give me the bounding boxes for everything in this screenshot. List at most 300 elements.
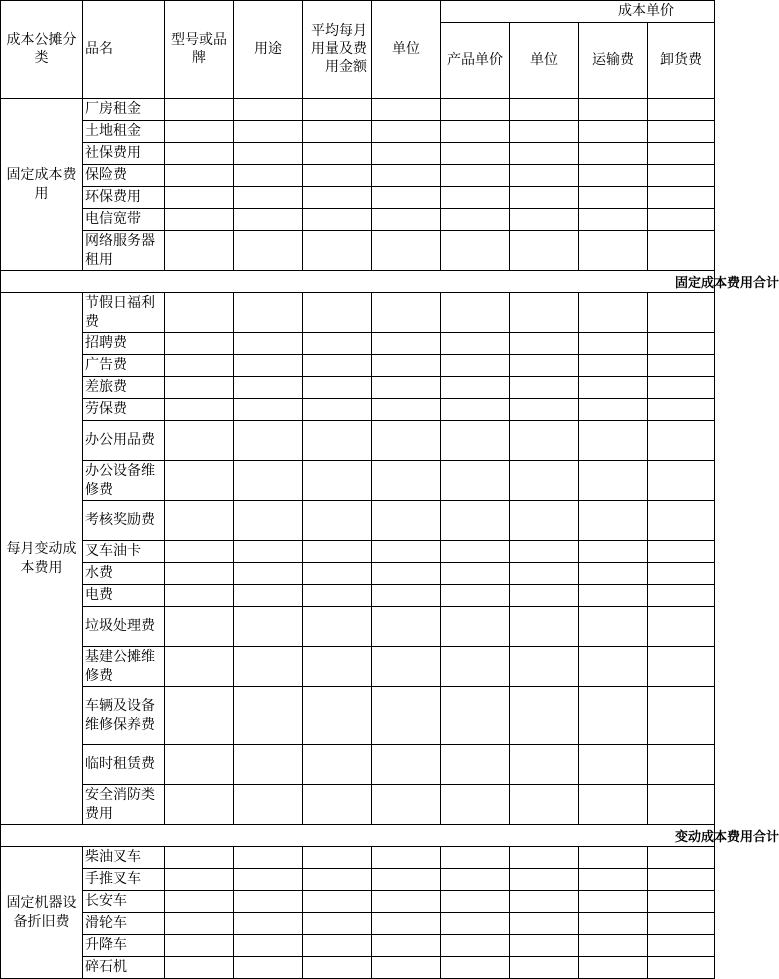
- table-row: [1, 187, 715, 209]
- value-cell[interactable]: [165, 99, 234, 121]
- value-cell[interactable]: [579, 377, 648, 399]
- value-cell[interactable]: [165, 563, 234, 585]
- value-cell[interactable]: [165, 209, 234, 231]
- value-cell[interactable]: [579, 501, 648, 541]
- table-row: [1, 607, 715, 647]
- value-cell[interactable]: [510, 687, 579, 745]
- value-cell[interactable]: [579, 231, 648, 271]
- value-cell[interactable]: [510, 541, 579, 563]
- value-cell[interactable]: [234, 355, 303, 377]
- item-name-cell: 土地租金: [83, 121, 165, 143]
- value-cell[interactable]: [579, 869, 648, 891]
- value-cell[interactable]: [510, 121, 579, 143]
- value-cell[interactable]: [234, 377, 303, 399]
- value-cell[interactable]: [165, 687, 234, 745]
- item-name-cell: 保险费: [83, 165, 165, 187]
- value-cell[interactable]: [234, 333, 303, 355]
- value-cell[interactable]: [648, 99, 715, 121]
- value-cell[interactable]: [579, 99, 648, 121]
- value-cell[interactable]: [579, 935, 648, 957]
- value-cell[interactable]: [372, 647, 441, 687]
- value-cell[interactable]: [234, 935, 303, 957]
- value-cell[interactable]: [165, 333, 234, 355]
- value-cell[interactable]: [579, 847, 648, 869]
- value-cell[interactable]: [165, 891, 234, 913]
- value-cell[interactable]: [648, 913, 715, 935]
- table-row: [1, 209, 715, 231]
- value-cell[interactable]: [579, 607, 648, 647]
- item-name-cell: 叉车油卡: [83, 541, 165, 563]
- value-cell[interactable]: [441, 333, 510, 355]
- value-cell[interactable]: [441, 187, 510, 209]
- value-cell[interactable]: [372, 913, 441, 935]
- value-cell[interactable]: [579, 745, 648, 785]
- value-cell[interactable]: [303, 687, 372, 745]
- value-cell[interactable]: [648, 647, 715, 687]
- value-cell[interactable]: [441, 121, 510, 143]
- value-cell[interactable]: [234, 187, 303, 209]
- value-cell[interactable]: [165, 785, 234, 825]
- value-cell[interactable]: [165, 913, 234, 935]
- value-cell[interactable]: [303, 377, 372, 399]
- value-cell[interactable]: [372, 165, 441, 187]
- value-cell[interactable]: [579, 209, 648, 231]
- value-cell[interactable]: [441, 209, 510, 231]
- table-row: [1, 461, 715, 501]
- value-cell[interactable]: [303, 421, 372, 461]
- value-cell[interactable]: [579, 143, 648, 165]
- value-cell[interactable]: [648, 607, 715, 647]
- value-cell[interactable]: [441, 785, 510, 825]
- value-cell[interactable]: [510, 99, 579, 121]
- value-cell[interactable]: [234, 501, 303, 541]
- value-cell[interactable]: [303, 333, 372, 355]
- value-cell[interactable]: [510, 935, 579, 957]
- value-cell[interactable]: [441, 585, 510, 607]
- value-cell[interactable]: [441, 165, 510, 187]
- table-row: [1, 935, 715, 957]
- value-cell[interactable]: [165, 165, 234, 187]
- table-row: [1, 421, 715, 461]
- value-cell[interactable]: [579, 647, 648, 687]
- table-row: [1, 143, 715, 165]
- value-cell[interactable]: [165, 187, 234, 209]
- table-row: [1, 957, 715, 979]
- value-cell[interactable]: [579, 785, 648, 825]
- value-cell[interactable]: [234, 293, 303, 333]
- value-cell[interactable]: [165, 745, 234, 785]
- value-cell[interactable]: [303, 461, 372, 501]
- table-row: [1, 785, 715, 825]
- item-name-cell: 网络服务器租用: [83, 231, 165, 271]
- table-row: [1, 399, 715, 421]
- value-cell[interactable]: [372, 187, 441, 209]
- value-cell[interactable]: [234, 647, 303, 687]
- value-cell[interactable]: [234, 745, 303, 785]
- table-row: [1, 869, 715, 891]
- value-cell[interactable]: [303, 607, 372, 647]
- table-row: [1, 333, 715, 355]
- value-cell[interactable]: [165, 607, 234, 647]
- item-name-cell: 柴油叉车: [83, 847, 165, 869]
- value-cell[interactable]: [372, 607, 441, 647]
- item-name-cell: 招聘费: [83, 333, 165, 355]
- value-cell[interactable]: [234, 143, 303, 165]
- value-cell[interactable]: [648, 785, 715, 825]
- value-cell[interactable]: [510, 913, 579, 935]
- value-cell[interactable]: [303, 847, 372, 869]
- value-cell[interactable]: [648, 891, 715, 913]
- value-cell[interactable]: [372, 231, 441, 271]
- value-cell[interactable]: [510, 461, 579, 501]
- value-cell[interactable]: [510, 293, 579, 333]
- value-cell[interactable]: [303, 399, 372, 421]
- value-cell[interactable]: [303, 957, 372, 979]
- value-cell[interactable]: [303, 187, 372, 209]
- value-cell[interactable]: [510, 377, 579, 399]
- value-cell[interactable]: [234, 891, 303, 913]
- value-cell[interactable]: [579, 891, 648, 913]
- value-cell[interactable]: [303, 935, 372, 957]
- value-cell[interactable]: [165, 847, 234, 869]
- item-name-cell: 水费: [83, 563, 165, 585]
- table-row: [1, 231, 715, 271]
- value-cell[interactable]: [579, 541, 648, 563]
- value-cell[interactable]: [441, 541, 510, 563]
- value-cell[interactable]: [510, 355, 579, 377]
- value-cell[interactable]: [510, 231, 579, 271]
- value-cell[interactable]: [441, 99, 510, 121]
- item-name-cell: 环保费用: [83, 187, 165, 209]
- value-cell[interactable]: [510, 187, 579, 209]
- table-row: [1, 501, 715, 541]
- item-name-cell: 手推叉车: [83, 869, 165, 891]
- table-row: [1, 355, 715, 377]
- value-cell[interactable]: [579, 913, 648, 935]
- value-cell[interactable]: [372, 333, 441, 355]
- value-cell[interactable]: [441, 891, 510, 913]
- value-cell[interactable]: [372, 355, 441, 377]
- item-name-cell: 差旅费: [83, 377, 165, 399]
- value-cell[interactable]: [441, 501, 510, 541]
- value-cell[interactable]: [165, 647, 234, 687]
- value-cell[interactable]: [510, 607, 579, 647]
- value-cell[interactable]: [372, 935, 441, 957]
- subtotal-cell: [1, 271, 779, 293]
- value-cell[interactable]: [303, 647, 372, 687]
- value-cell[interactable]: [648, 165, 715, 187]
- value-cell[interactable]: [441, 913, 510, 935]
- value-cell[interactable]: [648, 209, 715, 231]
- value-cell[interactable]: [648, 421, 715, 461]
- value-cell[interactable]: [234, 957, 303, 979]
- value-cell[interactable]: [165, 121, 234, 143]
- value-cell[interactable]: [579, 165, 648, 187]
- value-cell[interactable]: [510, 143, 579, 165]
- value-cell[interactable]: [510, 869, 579, 891]
- header-category: 成本公摊分类: [1, 1, 83, 99]
- value-cell[interactable]: [510, 785, 579, 825]
- value-cell[interactable]: [648, 293, 715, 333]
- value-cell[interactable]: [234, 607, 303, 647]
- value-cell[interactable]: [165, 461, 234, 501]
- header-usage: 用途: [234, 1, 303, 99]
- value-cell[interactable]: [441, 563, 510, 585]
- subtotal-label: 变动成本费用合计: [675, 829, 779, 844]
- value-cell[interactable]: [303, 165, 372, 187]
- table-row: [1, 891, 715, 913]
- header-monthly: 平均每月用量及费用金额: [303, 1, 372, 99]
- value-cell[interactable]: [510, 891, 579, 913]
- value-cell[interactable]: [579, 333, 648, 355]
- value-cell[interactable]: [648, 847, 715, 869]
- value-cell[interactable]: [372, 869, 441, 891]
- value-cell[interactable]: [579, 399, 648, 421]
- header-product-price: 产品单价: [441, 23, 510, 99]
- table-row: [1, 847, 715, 869]
- value-cell[interactable]: [510, 421, 579, 461]
- value-cell[interactable]: [234, 847, 303, 869]
- item-name-cell: 滑轮车: [83, 913, 165, 935]
- value-cell[interactable]: [372, 563, 441, 585]
- value-cell[interactable]: [648, 869, 715, 891]
- item-name-cell: 办公设备维修费: [83, 461, 165, 501]
- value-cell[interactable]: [303, 209, 372, 231]
- item-name-cell: 考核奖励费: [83, 501, 165, 541]
- value-cell[interactable]: [303, 585, 372, 607]
- header-cost-group: 成本单价: [441, 1, 715, 23]
- subtotal-label: 固定成本费用合计: [675, 275, 779, 290]
- value-cell[interactable]: [234, 165, 303, 187]
- value-cell[interactable]: [165, 421, 234, 461]
- value-cell[interactable]: [372, 293, 441, 333]
- value-cell[interactable]: [441, 957, 510, 979]
- value-cell[interactable]: [648, 563, 715, 585]
- value-cell[interactable]: [510, 585, 579, 607]
- value-cell[interactable]: [303, 541, 372, 563]
- table-row: [1, 293, 715, 333]
- value-cell[interactable]: [510, 647, 579, 687]
- value-cell[interactable]: [303, 355, 372, 377]
- category-cell: 固定机器设备折旧费: [1, 847, 83, 979]
- value-cell[interactable]: [648, 687, 715, 745]
- value-cell[interactable]: [303, 143, 372, 165]
- value-cell[interactable]: [510, 745, 579, 785]
- value-cell[interactable]: [441, 935, 510, 957]
- value-cell[interactable]: [234, 563, 303, 585]
- value-cell[interactable]: [165, 231, 234, 271]
- value-cell[interactable]: [579, 121, 648, 143]
- value-cell[interactable]: [441, 143, 510, 165]
- value-cell[interactable]: [441, 231, 510, 271]
- value-cell[interactable]: [303, 501, 372, 541]
- value-cell[interactable]: [510, 563, 579, 585]
- value-cell[interactable]: [441, 399, 510, 421]
- value-cell[interactable]: [372, 891, 441, 913]
- value-cell[interactable]: [234, 231, 303, 271]
- value-cell[interactable]: [648, 461, 715, 501]
- value-cell[interactable]: [234, 209, 303, 231]
- header-unloading: 卸货费: [648, 23, 715, 99]
- value-cell[interactable]: [234, 121, 303, 143]
- value-cell[interactable]: [372, 121, 441, 143]
- value-cell[interactable]: [441, 869, 510, 891]
- value-cell[interactable]: [234, 421, 303, 461]
- item-name-cell: 电信宽带: [83, 209, 165, 231]
- item-name-cell: 电费: [83, 585, 165, 607]
- value-cell[interactable]: [372, 785, 441, 825]
- value-cell[interactable]: [165, 869, 234, 891]
- table-row: [1, 585, 715, 607]
- table-row: [1, 121, 715, 143]
- value-cell[interactable]: [372, 399, 441, 421]
- value-cell[interactable]: [510, 209, 579, 231]
- value-cell[interactable]: [510, 399, 579, 421]
- item-name-cell: 临时租赁费: [83, 745, 165, 785]
- value-cell[interactable]: [648, 399, 715, 421]
- value-cell[interactable]: [303, 785, 372, 825]
- table-row: [1, 913, 715, 935]
- header-model: 型号或品牌: [165, 1, 234, 99]
- value-cell[interactable]: [372, 687, 441, 745]
- value-cell[interactable]: [303, 891, 372, 913]
- value-cell[interactable]: [165, 355, 234, 377]
- item-name-cell: 厂房租金: [83, 99, 165, 121]
- value-cell[interactable]: [441, 607, 510, 647]
- value-cell[interactable]: [648, 143, 715, 165]
- item-name-cell: 节假日福利费: [83, 293, 165, 333]
- value-cell[interactable]: [165, 935, 234, 957]
- item-name-cell: 社保费用: [83, 143, 165, 165]
- value-cell[interactable]: [303, 913, 372, 935]
- category-cell: 每月变动成本费用: [1, 293, 83, 825]
- value-cell[interactable]: [648, 187, 715, 209]
- value-cell[interactable]: [441, 377, 510, 399]
- value-cell[interactable]: [372, 421, 441, 461]
- value-cell[interactable]: [303, 99, 372, 121]
- category-cell: 固定成本费用: [1, 99, 83, 271]
- value-cell[interactable]: [372, 209, 441, 231]
- value-cell[interactable]: [372, 99, 441, 121]
- value-cell[interactable]: [648, 355, 715, 377]
- value-cell[interactable]: [372, 957, 441, 979]
- value-cell[interactable]: [303, 231, 372, 271]
- value-cell[interactable]: [441, 647, 510, 687]
- value-cell[interactable]: [234, 687, 303, 745]
- value-cell[interactable]: [165, 541, 234, 563]
- value-cell[interactable]: [441, 355, 510, 377]
- value-cell[interactable]: [510, 333, 579, 355]
- header-sub-unit: 单位: [510, 23, 579, 99]
- header-name: 品名: [83, 1, 165, 99]
- value-cell[interactable]: [165, 399, 234, 421]
- value-cell[interactable]: [372, 501, 441, 541]
- item-name-cell: 劳保费: [83, 399, 165, 421]
- value-cell[interactable]: [648, 333, 715, 355]
- value-cell[interactable]: [234, 585, 303, 607]
- subtotal-row: [1, 271, 715, 293]
- value-cell[interactable]: [234, 99, 303, 121]
- value-cell[interactable]: [234, 913, 303, 935]
- table-row: [1, 745, 715, 785]
- table-body: [1, 99, 779, 979]
- value-cell[interactable]: [579, 461, 648, 501]
- item-name-cell: 碎石机: [83, 957, 165, 979]
- value-cell[interactable]: [303, 869, 372, 891]
- value-cell[interactable]: [234, 541, 303, 563]
- value-cell[interactable]: [648, 745, 715, 785]
- value-cell[interactable]: [579, 293, 648, 333]
- value-cell[interactable]: [579, 421, 648, 461]
- value-cell[interactable]: [648, 585, 715, 607]
- value-cell[interactable]: [303, 121, 372, 143]
- value-cell[interactable]: [510, 165, 579, 187]
- item-name-cell: 办公用品费: [83, 421, 165, 461]
- value-cell[interactable]: [648, 377, 715, 399]
- value-cell[interactable]: [165, 585, 234, 607]
- value-cell[interactable]: [372, 745, 441, 785]
- value-cell[interactable]: [372, 541, 441, 563]
- value-cell[interactable]: [441, 293, 510, 333]
- value-cell[interactable]: [510, 501, 579, 541]
- item-name-cell: 垃圾处理费: [83, 607, 165, 647]
- value-cell[interactable]: [441, 847, 510, 869]
- value-cell[interactable]: [372, 461, 441, 501]
- value-cell[interactable]: [372, 585, 441, 607]
- value-cell[interactable]: [441, 461, 510, 501]
- value-cell[interactable]: [234, 785, 303, 825]
- value-cell[interactable]: [372, 143, 441, 165]
- value-cell[interactable]: [441, 687, 510, 745]
- value-cell[interactable]: [165, 293, 234, 333]
- value-cell[interactable]: [165, 143, 234, 165]
- subtotal-cell: [1, 825, 779, 847]
- value-cell[interactable]: [372, 847, 441, 869]
- value-cell[interactable]: [303, 563, 372, 585]
- value-cell[interactable]: [579, 355, 648, 377]
- value-cell[interactable]: [579, 563, 648, 585]
- value-cell[interactable]: [165, 957, 234, 979]
- value-cell[interactable]: [165, 377, 234, 399]
- header-unit: 单位: [372, 1, 441, 99]
- value-cell[interactable]: [648, 935, 715, 957]
- value-cell[interactable]: [510, 847, 579, 869]
- value-cell[interactable]: [510, 957, 579, 979]
- item-name-cell: 升降车: [83, 935, 165, 957]
- value-cell[interactable]: [579, 585, 648, 607]
- value-cell[interactable]: [648, 501, 715, 541]
- value-cell[interactable]: [441, 421, 510, 461]
- value-cell[interactable]: [234, 869, 303, 891]
- value-cell[interactable]: [441, 745, 510, 785]
- value-cell[interactable]: [648, 121, 715, 143]
- value-cell[interactable]: [234, 399, 303, 421]
- value-cell[interactable]: [648, 231, 715, 271]
- value-cell[interactable]: [234, 461, 303, 501]
- value-cell[interactable]: [579, 687, 648, 745]
- item-name-cell: 车辆及设备维修保养费: [83, 687, 165, 745]
- value-cell[interactable]: [648, 541, 715, 563]
- table-row: [1, 377, 715, 399]
- value-cell[interactable]: [303, 745, 372, 785]
- value-cell[interactable]: [372, 377, 441, 399]
- value-cell[interactable]: [165, 501, 234, 541]
- table-row: [1, 541, 715, 563]
- value-cell[interactable]: [579, 957, 648, 979]
- value-cell[interactable]: [303, 293, 372, 333]
- value-cell[interactable]: [579, 187, 648, 209]
- value-cell[interactable]: [648, 957, 715, 979]
